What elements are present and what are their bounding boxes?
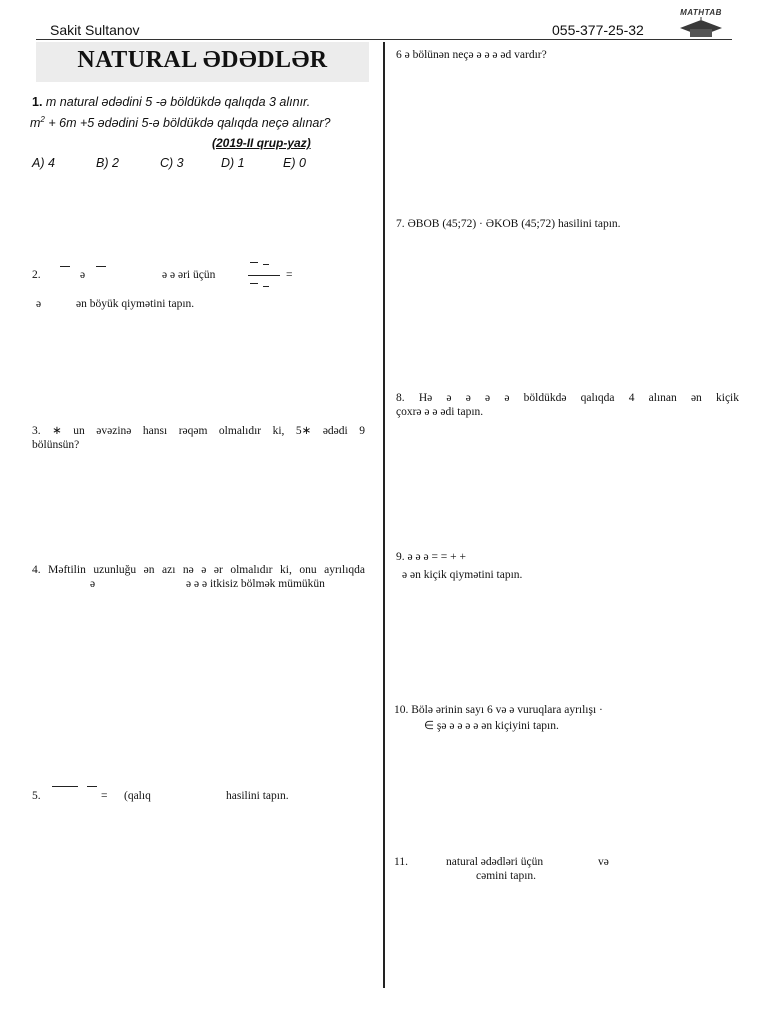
q8-line2: çoxrə ə ə ədi tapın.	[396, 406, 484, 418]
q5-overline-1	[52, 786, 78, 787]
graduation-cap-icon	[670, 8, 732, 40]
q4-line1: 4. Məftilin uzunluğu ən azı nə ə ər olmalıdır ki, onu ayrılıqda	[32, 564, 365, 576]
page-title: NATURAL ƏDƏDLƏR	[77, 47, 328, 73]
q2-overline-1	[60, 266, 70, 267]
header-rule	[36, 39, 732, 40]
q5-overline-2	[87, 786, 97, 787]
q5-text-b: hasilini tapın.	[226, 790, 289, 802]
q2-frag1: ə	[80, 269, 86, 281]
q11-text-c: və	[598, 856, 609, 868]
q6-text: 6 ə bölünən neçə ə ə ə əd vardır?	[396, 49, 547, 61]
q1-option-b: B) 2	[96, 156, 119, 170]
q1-option-e: E) 0	[283, 156, 306, 170]
q11-number: 11.	[394, 856, 408, 868]
q2-overline-3	[250, 262, 258, 263]
phone-number: 055-377-25-32	[552, 22, 644, 38]
q10-line1: 10. Bölə ərinin sayı 6 və ə vuruqlara ayrılışı ·	[394, 704, 603, 716]
q10-line2: ∈ şə ə ə ə ə ən kiçiyini tapın.	[424, 720, 559, 732]
q5-equals: =	[101, 790, 108, 802]
title-box	[36, 42, 369, 82]
q2-frag2: ə ə əri üçün	[162, 269, 216, 281]
q7-text: 7. ƏBOB (45;72) · ƏKOB (45;72) hasilini tapın.	[396, 218, 621, 230]
q8-line1: 8. Hə ə ə ə ə böldükdə qalıqda 4 alınan ən kiçik	[396, 392, 739, 404]
q2-overline-5	[250, 283, 258, 284]
q1-option-d: D) 1	[221, 156, 245, 170]
q3-line1: 3. ∗ un əvəzinə hansı rəqəm olmalıdır ki, 5∗ ədədi 9	[32, 425, 365, 437]
q4-line2-b: ə ə ə itkisiz bölmək mümükün	[186, 578, 325, 590]
q11-line2: cəmini tapın.	[476, 870, 537, 882]
q1-number: 1.	[32, 95, 43, 109]
q2-number: 2.	[32, 269, 41, 281]
q2-overline-2	[96, 266, 106, 267]
q2-overline-4	[263, 264, 269, 265]
q2-line2-a: ə	[36, 298, 42, 310]
q1-text-line1: m natural ədədini 5 -ə böldükdə qalıqda 3 alınır.	[45, 95, 311, 109]
q9-line1: 9. ə ə ə = = + +	[396, 551, 467, 563]
q2-fraction-bar	[248, 275, 280, 276]
q3-line2: bölünsün?	[32, 439, 80, 451]
q2-equals: =	[286, 269, 293, 281]
q2-overline-6	[263, 286, 269, 287]
q1-option-a: A) 4	[32, 156, 55, 170]
q1-line1	[32, 95, 310, 109]
author-name: Sakit Sultanov	[50, 22, 140, 38]
q11-text-b: natural ədədləri üçün	[446, 856, 544, 868]
q1-option-c: C) 3	[160, 156, 184, 170]
q4-line2-a: ə	[90, 578, 96, 590]
q5-number: 5.	[32, 790, 41, 802]
q2-line2-b: ən böyük qiymətini tapın.	[76, 298, 195, 310]
column-divider	[383, 42, 385, 988]
mathtab-logo	[670, 8, 732, 40]
q5-text-a: (qalıq	[124, 790, 151, 802]
q9-line2: ə ən kiçik qiymətini tapın.	[402, 569, 523, 581]
q1-source: (2019-II qrup-yaz)	[212, 136, 311, 150]
logo-text: MATHTAB	[680, 8, 722, 17]
q1-line2: $m^2 + 6m +5$ ədədini 5-ə böldükdə qalıqda neçə alınar?	[30, 115, 331, 131]
